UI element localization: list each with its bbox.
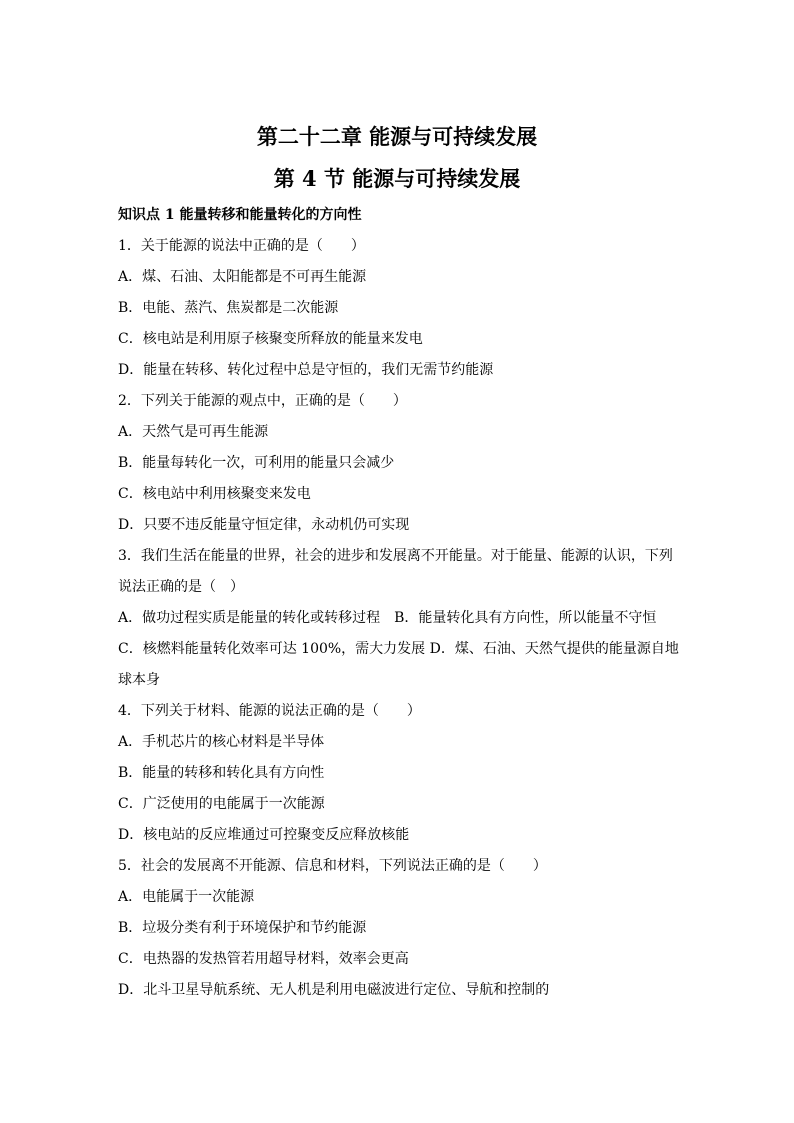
question-2-option-d: D．只要不违反能量守恒定律，永动机仍可实现 [118, 517, 410, 533]
question-5-stem: 5．社会的发展离不开能源、信息和材料，下列说法正确的是（ ） [118, 858, 547, 874]
question-1-stem: 1．关于能源的说法中正确的是（ ） [118, 238, 365, 254]
question-4-option-b: B．能量的转移和转化具有方向性 [118, 765, 325, 781]
question-2-stem: 2．下列关于能源的观点中，正确的是（ ） [118, 393, 407, 409]
question-1-option-c: C．核电站是利用原子核聚变所释放的能量来发电 [118, 331, 423, 347]
question-1-option-d: D．能量在转移、转化过程中总是守恒的，我们无需节约能源 [118, 362, 494, 378]
question-3-options-c-d: C．核燃料能量转化效率可达 100%，需大力发展 D．煤、石油、天然气提供的能量源自地 [118, 641, 679, 657]
section-title: 第 4 节 能源与可持续发展 [273, 166, 521, 191]
question-4-option-c: C．广泛使用的电能属于一次能源 [118, 796, 325, 812]
question-3-stem-continued: 说法正确的是（ ） [118, 579, 244, 595]
question-4-stem: 4．下列关于材料、能源的说法正确的是（ ） [118, 703, 421, 719]
question-4-option-d: D．核电站的反应堆通过可控聚变反应释放核能 [118, 827, 410, 843]
question-3-options-a-b: A．做功过程实质是能量的转化或转移过程 B．能量转化具有方向性，所以能量不守恒 [118, 610, 657, 626]
question-1-option-b: B．电能、蒸汽、焦炭都是二次能源 [118, 300, 339, 316]
chapter-title: 第二十二章 能源与可持续发展 [256, 124, 538, 149]
question-2-option-b: B．能量每转化一次，可利用的能量只会减少 [118, 455, 395, 471]
question-5-option-b: B．垃圾分类有利于环境保护和节约能源 [118, 920, 367, 936]
question-2-option-c: C．核电站中利用核聚变来发电 [118, 486, 311, 502]
question-5-option-a: A．电能属于一次能源 [118, 889, 255, 905]
question-list [118, 236, 688, 1011]
question-3-option-d-continued: 球本身 [118, 672, 160, 688]
question-2-option-a: A．天然气是可再生能源 [118, 424, 269, 440]
knowledge-point-heading: 知识点 1 能量转移和能量转化的方向性 [118, 207, 362, 223]
question-4-option-a: A．手机芯片的核心材料是半导体 [118, 734, 325, 750]
question-5-option-d: D．北斗卫星导航系统、无人机是利用电磁波进行定位、导航和控制的 [118, 982, 550, 998]
question-5-option-c: C．电热器的发热管若用超导材料，效率会更高 [118, 951, 409, 967]
question-1-option-a: A．煤、石油、太阳能都是不可再生能源 [118, 269, 367, 285]
question-3-stem: 3．我们生活在能量的世界，社会的进步和发展离不开能量。对于能量、能源的认识，下列 [118, 548, 673, 564]
